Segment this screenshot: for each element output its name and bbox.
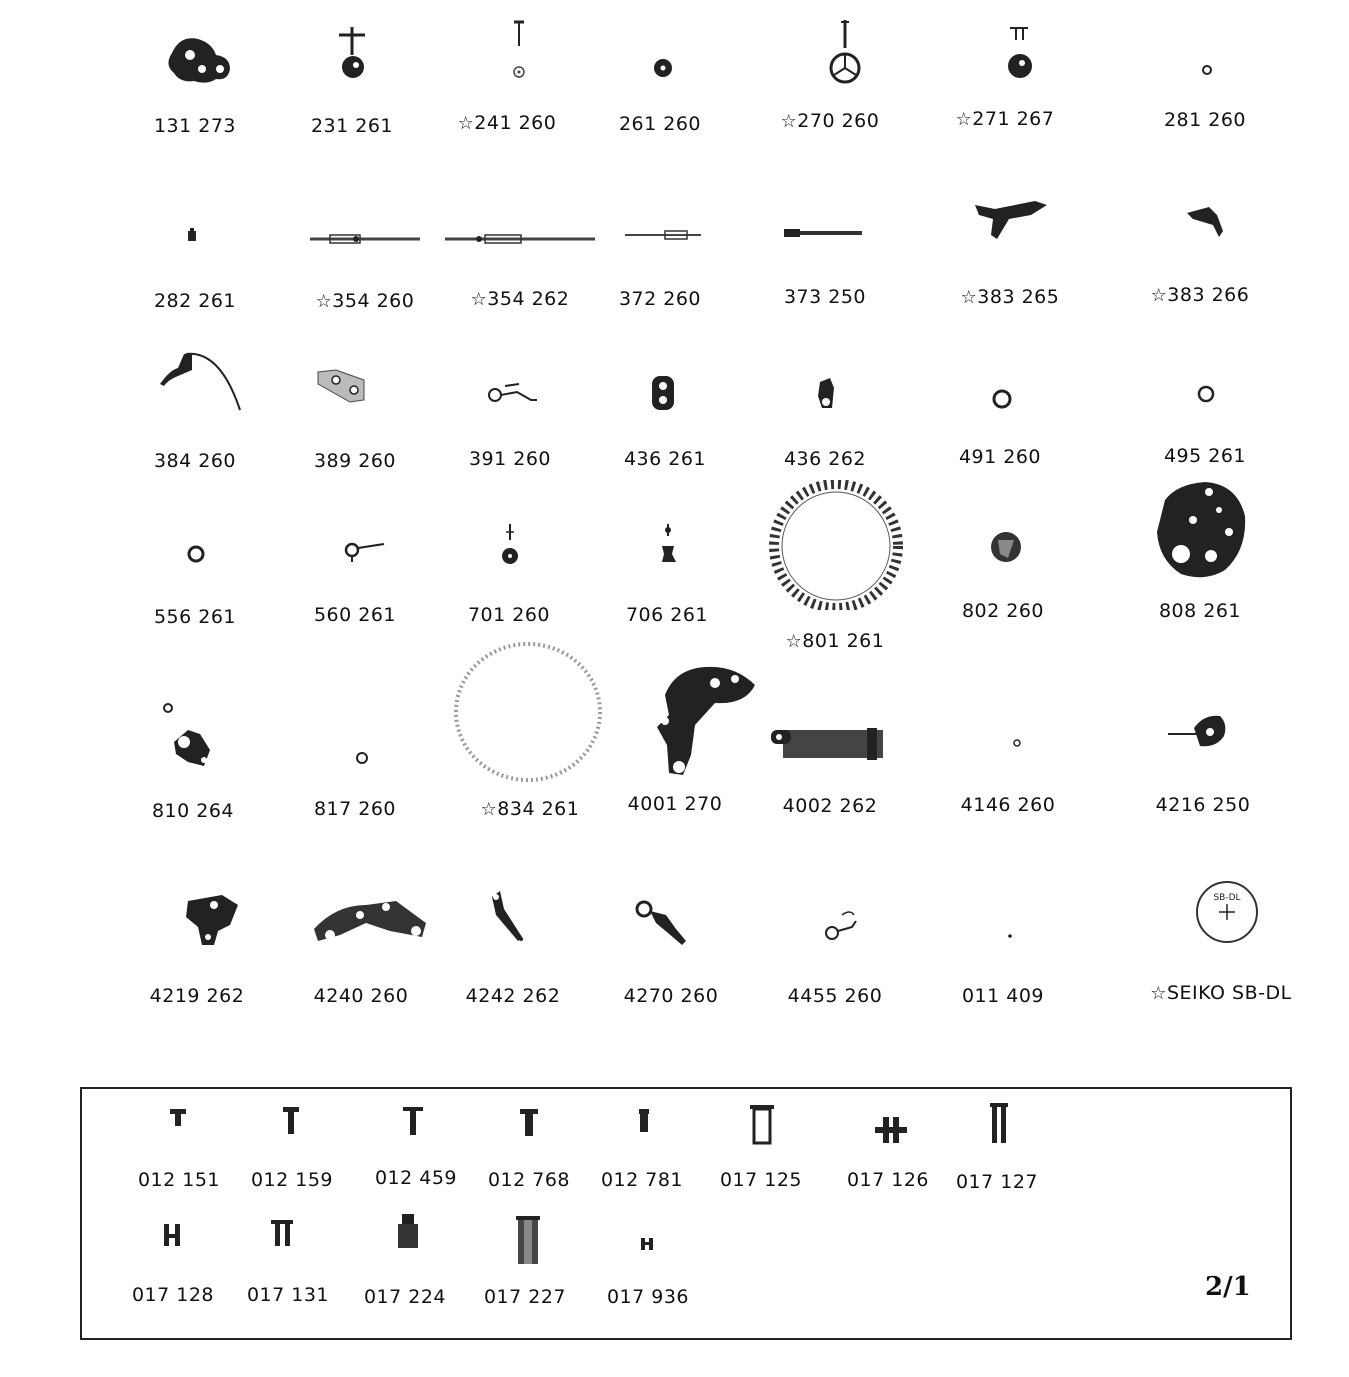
part-556-261-drawing — [120, 500, 270, 590]
part-label: 4240 260 — [313, 985, 409, 1007]
part-4242-262 — [438, 875, 588, 1005]
part-436-262-drawing — [750, 340, 900, 430]
part-label: 556 261 — [153, 606, 237, 628]
part-383-266 — [1125, 195, 1275, 325]
part-270-260 — [755, 18, 905, 148]
part-4002-262 — [755, 690, 905, 820]
part-281-260 — [1130, 25, 1280, 155]
part-label: 4242 262 — [465, 985, 561, 1007]
part-label: 4455 260 — [787, 985, 883, 1007]
part-354-262 — [445, 195, 595, 325]
part-383-265 — [935, 195, 1085, 325]
part-label: 391 260 — [468, 448, 552, 470]
part-817-260-drawing — [280, 690, 430, 780]
part-372-260 — [585, 195, 735, 325]
part-label: ☆241 260 — [457, 112, 557, 134]
part-label: 281 260 — [1163, 109, 1247, 131]
part-282-261-drawing — [120, 195, 270, 285]
part-701-260-drawing — [434, 500, 584, 590]
part-817-260 — [280, 690, 430, 820]
part-label: ☆383 266 — [1150, 284, 1250, 306]
part-label: 012 781 — [600, 1169, 684, 1191]
part-label: 701 260 — [467, 604, 551, 626]
part-391-260-drawing — [435, 340, 585, 430]
part-495-261-drawing — [1130, 340, 1280, 430]
part-4219-262-drawing — [122, 875, 272, 965]
part-4219-262 — [122, 875, 272, 1005]
part-011-409 — [928, 875, 1078, 1005]
part-label: 4146 260 — [960, 794, 1056, 816]
part-label: ☆SEIKO SB-DL — [1150, 982, 1292, 1004]
part-label: 389 260 — [313, 450, 397, 472]
part-label: 436 261 — [623, 448, 707, 470]
screw-017-936 — [573, 1210, 723, 1320]
scale-label: 2/1 — [1205, 1272, 1251, 1302]
part-436-261-drawing — [590, 340, 740, 430]
part-label: ☆271 267 — [955, 108, 1055, 130]
part-label: 810 264 — [151, 800, 235, 822]
part-4216-250-drawing — [1128, 690, 1278, 780]
part-label: 495 261 — [1163, 445, 1247, 467]
part-436-262 — [750, 340, 900, 470]
ring-drawing — [450, 640, 610, 790]
part-556-261 — [120, 500, 270, 630]
part-label: ☆354 260 — [315, 290, 415, 312]
part-261-260-drawing — [585, 25, 735, 115]
part-383-265-drawing — [935, 195, 1085, 285]
part-808-261 — [1125, 470, 1275, 630]
part-label: 131 273 — [153, 115, 237, 137]
part-4146-260 — [933, 690, 1083, 820]
part-label: 282 261 — [153, 290, 237, 312]
part-label: 384 260 — [153, 450, 237, 472]
part-4455-260-drawing — [760, 875, 910, 965]
part-label: 231 261 — [310, 115, 394, 137]
part-384-260-drawing — [120, 340, 270, 430]
part-384-260 — [120, 340, 270, 470]
part-label: 017 126 — [846, 1169, 930, 1191]
part-4216-250 — [1128, 690, 1278, 820]
part-4240-260 — [286, 875, 436, 1005]
part-label: 017 125 — [719, 1169, 803, 1191]
part-011-409-drawing — [928, 875, 1078, 965]
battery-text: SB-DL — [1213, 893, 1241, 903]
part-281-260-drawing — [1130, 25, 1280, 115]
part-373-250 — [750, 195, 900, 325]
part-label: 817 260 — [313, 798, 397, 820]
part-seiko-sb-dl — [1145, 870, 1295, 1004]
coil-drawing — [755, 690, 905, 780]
part-label: 017 131 — [246, 1284, 330, 1306]
part-label: 373 250 — [783, 286, 867, 308]
screw-017-127 — [922, 1095, 1072, 1205]
part-4455-260 — [760, 875, 910, 1005]
part-373-250-drawing — [750, 195, 900, 285]
part-label: 012 159 — [250, 1169, 334, 1191]
part-354-260-drawing — [290, 195, 440, 285]
part-4270-260 — [596, 875, 746, 1005]
part-706-261 — [592, 500, 742, 630]
part-495-261 — [1130, 340, 1280, 470]
battery-drawing — [1145, 870, 1295, 960]
part-131-273-drawing — [120, 25, 270, 115]
part-label: 706 261 — [625, 604, 709, 626]
part-391-260 — [435, 340, 585, 470]
main-plate-drawing — [1125, 470, 1275, 590]
part-label: 491 260 — [958, 446, 1042, 468]
part-354-262-drawing — [445, 195, 595, 285]
part-231-261 — [277, 25, 427, 155]
part-270-260-drawing — [755, 18, 905, 108]
part-810-264-drawing — [118, 690, 268, 780]
part-label: 011 409 — [961, 985, 1045, 1007]
part-383-266-drawing — [1125, 195, 1275, 285]
part-label: 560 261 — [313, 604, 397, 626]
part-label: 017 227 — [483, 1286, 567, 1308]
part-label: 808 261 — [1158, 600, 1242, 622]
part-491-260 — [925, 340, 1075, 470]
part-label: ☆834 261 — [480, 798, 580, 820]
part-560-261 — [280, 500, 430, 630]
part-810-264 — [118, 690, 268, 820]
part-label: ☆270 260 — [780, 110, 880, 132]
part-131-273 — [120, 25, 270, 155]
part-271-267-drawing — [930, 22, 1080, 112]
part-label: ☆383 265 — [960, 286, 1060, 308]
part-389-260-drawing — [280, 340, 430, 430]
part-372-260-drawing — [585, 195, 735, 285]
part-label: 4216 250 — [1155, 794, 1251, 816]
part-label: 012 459 — [374, 1167, 458, 1189]
part-282-261 — [120, 195, 270, 325]
part-label: 012 768 — [487, 1169, 571, 1191]
part-802-260-drawing — [928, 500, 1078, 590]
part-706-261-drawing — [592, 500, 742, 590]
part-label: 372 260 — [618, 288, 702, 310]
part-241-260 — [432, 20, 582, 150]
part-4146-260-drawing — [933, 690, 1083, 780]
part-4242-262-drawing — [438, 875, 588, 965]
part-436-261 — [590, 340, 740, 470]
part-label: 436 262 — [783, 448, 867, 470]
part-4001-270 — [595, 655, 755, 825]
part-701-260 — [434, 500, 584, 630]
part-label: ☆801 261 — [785, 630, 885, 652]
part-label: 4270 260 — [623, 985, 719, 1007]
part-label: 017 936 — [606, 1286, 690, 1308]
part-261-260 — [585, 25, 735, 155]
part-389-260 — [280, 340, 430, 470]
part-560-261-drawing — [280, 500, 430, 590]
part-label: 4002 262 — [782, 795, 878, 817]
part-label: ☆354 262 — [470, 288, 570, 310]
part-271-267 — [930, 22, 1080, 152]
part-label: 802 260 — [961, 600, 1045, 622]
part-label: 017 224 — [363, 1286, 447, 1308]
part-label: 4001 270 — [627, 793, 723, 815]
part-802-260 — [928, 500, 1078, 630]
part-label: 017 127 — [955, 1171, 1039, 1193]
part-label: 017 128 — [131, 1284, 215, 1306]
part-231-261-drawing — [277, 25, 427, 115]
part-label: 261 260 — [618, 113, 702, 135]
part-4270-260-drawing — [596, 875, 746, 965]
part-491-260-drawing — [925, 340, 1075, 430]
part-354-260 — [290, 195, 440, 325]
part-label: 4219 262 — [149, 985, 245, 1007]
part-241-260-drawing — [432, 20, 582, 110]
part-801-261 — [760, 480, 910, 650]
part-4240-260-drawing — [286, 875, 436, 965]
bridge-drawing — [595, 655, 755, 785]
date-dial-drawing — [760, 480, 910, 610]
part-834-261 — [450, 640, 610, 830]
part-label: 012 151 — [137, 1169, 221, 1191]
